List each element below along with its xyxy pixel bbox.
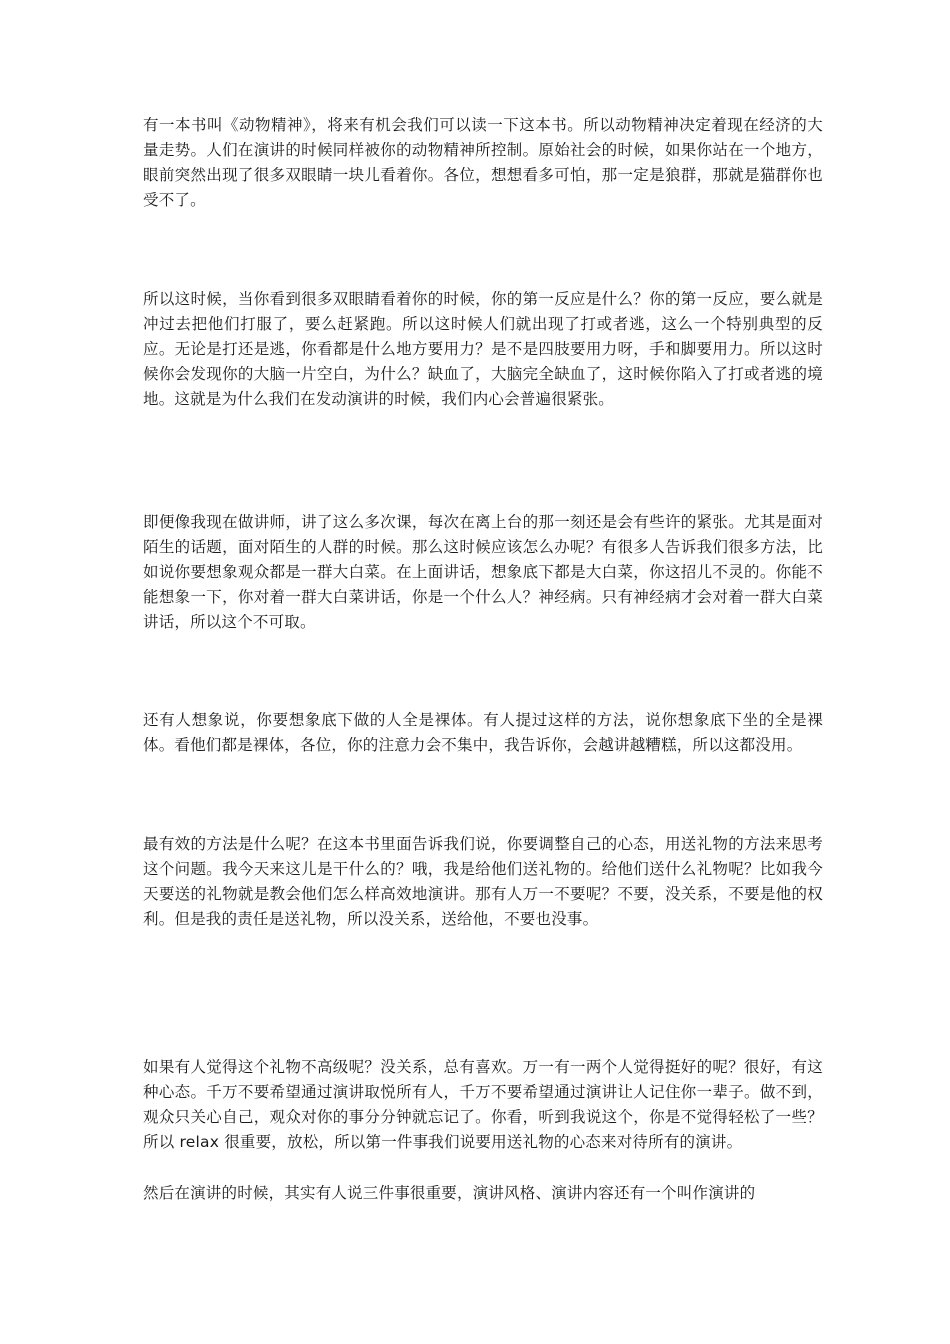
paragraph-fight-or-flight: 所以这时候，当你看到很多双眼睛看着你的时候，你的第一反应是什么？你的第一反应，要么就是冲过去把他们打服了，要么赶紧跑。所以这时候人们就出现了打或者逃，这么一个特别典型的反应。无论是打还是逃，你看都是什么地方要用力？是不是四肢要用力呀，手和脚要用力。所以这时候你会发现你的大脑一片空白，为什么？缺血了，大脑完全缺血了，这时候你陷入了打或者逃的境地。这就是为什么我们在发动演讲的时候，我们内心会普遍很紧张。 [143,290,823,408]
paragraph-cabbage-method: 即便像我现在做讲师，讲了这么多次课，每次在离上台的那一刻还是会有些许的紧张。尤其是面对陌生的话题，面对陌生的人群的时候。那么这时候应该怎么办呢？有很多人告诉我们很多方法，比如说你要想象观众都是一群大白菜。在上面讲话，想象底下都是大白菜，你这招儿不灵的。你能不能想象一下，你对着一群大白菜讲话，你是一个什么人？神经病。只有神经病才会对着一群大白菜讲话，所以这个不可取。 [143,513,823,631]
paragraph-relax: 如果有人觉得这个礼物不高级呢？没关系，总有喜欢。万一有一两个人觉得挺好的呢？很好，有这种心态。千万不要希望通过演讲取悦所有人，千万不要希望通过演讲让人记住你一辈子。做不到，观众只关心自己，观众对你的事分分钟就忘记了。你看，听到我说这个，你是不觉得轻松了一些？所以 relax 很重要，放松，所以第一件事我们说要用送礼物的心态来对待所有的演讲。 [143,1058,823,1151]
paragraph-gift-mindset: 最有效的方法是什么呢？在这本书里面告诉我们说，你要调整自己的心态，用送礼物的方法来思考这个问题。我今天来这儿是干什么的？哦，我是给他们送礼物的。给他们送什么礼物呢？比如我今天要送的礼物就是教会他们怎么样高效地演讲。那有人万一不要呢？不要，没关系，不要是他的权利。但是我的责任是送礼物，所以没关系，送给他，不要也没事。 [143,835,823,928]
paragraph-three-things: 然后在演讲的时候，其实有人说三件事很重要，演讲风格、演讲内容还有一个叫作演讲的 [143,1184,756,1202]
paragraph-imagine-method: 还有人想象说，你要想象底下做的人全是裸体。有人提过这样的方法，说你想象底下坐的全是裸体。看他们都是裸体，各位，你的注意力会不集中，我告诉你，会越讲越糟糕，所以这都没用。 [143,711,823,754]
paragraph-animal-spirits: 有一本书叫《动物精神》，将来有机会我们可以读一下这本书。所以动物精神决定着现在经济的大量走势。人们在演讲的时候同样被你的动物精神所控制。原始社会的时候，如果你站在一个地方，眼前突然出现了很多双眼睛一块儿看着你。各位，想想看多可怕，那一定是狼群，那就是猫群你也受不了。 [143,116,823,209]
